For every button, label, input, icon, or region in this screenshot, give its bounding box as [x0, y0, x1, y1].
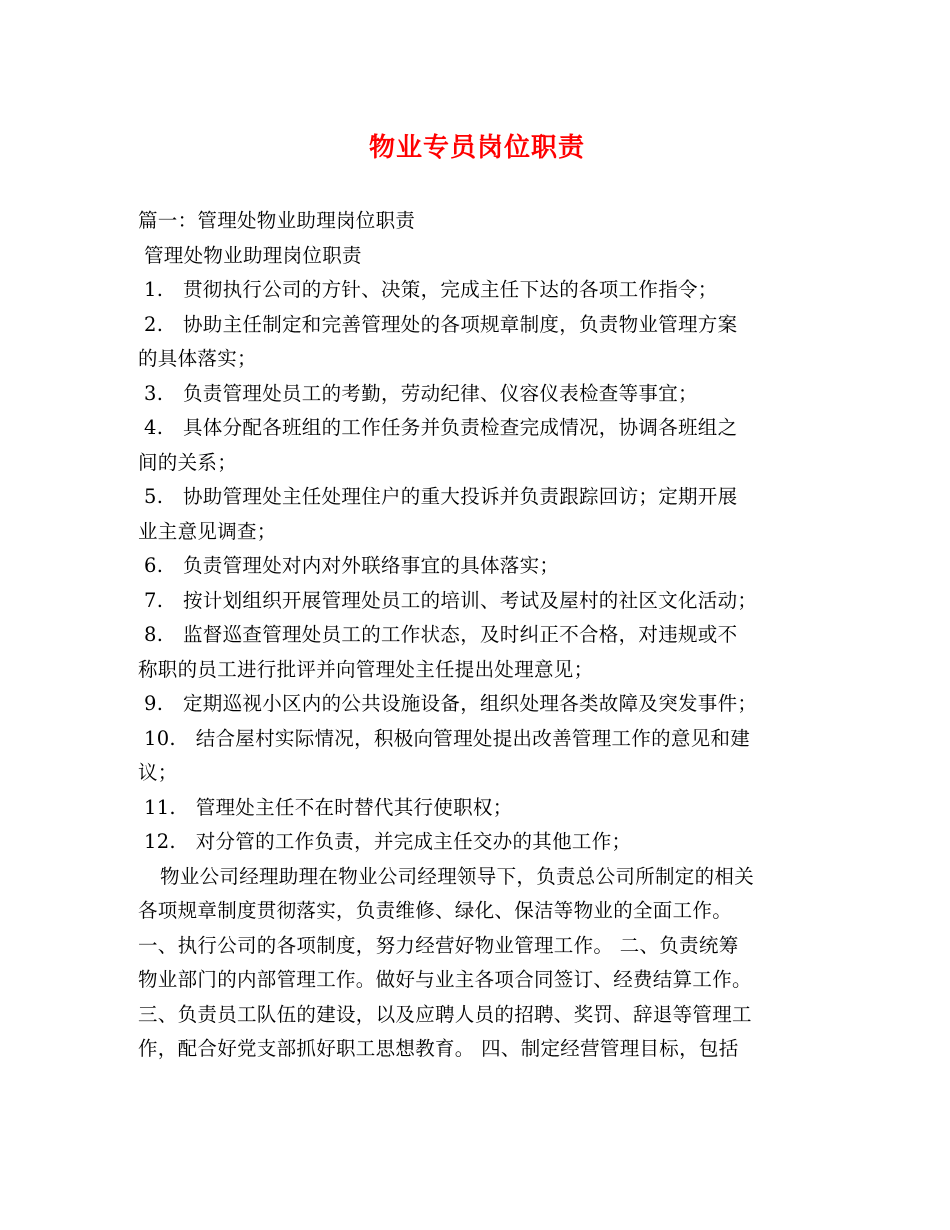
body-line: 12. 对分管的工作负责，并完成主任交办的其他工作； [144, 830, 632, 853]
body-line: 三、负责员工队伍的建设，以及应聘人员的招聘、奖罚、辞退等管理工 [138, 1002, 752, 1026]
body-line: 8. 监督巡查管理处员工的工作状态，及时纠正不合格，对违规或不 [144, 623, 738, 646]
body-line: 9. 定期巡视小区内的公共设施设备，组织处理各类故障及突发事件； [144, 692, 758, 715]
body-line: 2. 协助主任制定和完善管理处的各项规章制度，负责物业管理方案 [144, 312, 738, 336]
body-line: 4. 具体分配各班组的工作任务并负责检查完成情况，协调各班组之 [144, 416, 738, 439]
body-line: 10. 结合屋村实际情况，积极向管理处提出改善管理工作的意见和建 [144, 726, 751, 750]
body-line: 篇一：管理处物业助理岗位职责 [138, 209, 416, 232]
body-line: 作，配合好党支部抓好职工思想教育。 四、制定经营管理目标，包括 [138, 1037, 739, 1060]
body-line: 11. 管理处主任不在时替代其行使职权； [144, 795, 513, 819]
body-line: 称职的员工进行批评并向管理处主任提出处理意见； [138, 657, 594, 681]
body-line: 一、执行公司的各项制度，努力经营好物业管理工作。 二、负责统筹 [138, 933, 739, 957]
body-line: 管理处物业助理岗位职责 [144, 243, 362, 267]
body-line: 7. 按计划组织开展管理处员工的培训、考试及屋村的社区文化活动； [144, 588, 758, 612]
body-line: 6. 负责管理处对内对外联络事宜的具体落实； [144, 554, 560, 577]
body-line: 间的关系； [138, 450, 238, 474]
body-line: 议； [138, 761, 178, 784]
document-page [138, 128, 816, 1067]
body-line: 1. 贯彻执行公司的方针、决策，完成主任下达的各项工作指令； [144, 278, 718, 301]
body-line: 各项规章制度贯彻落实，负责维修、绿化、保洁等物业的全面工作。 [138, 899, 733, 922]
body-line: 业主意见调查； [138, 519, 277, 543]
body-line: 3. 负责管理处员工的考勤，劳动纪律、仪容仪表检查等事宜； [144, 381, 698, 405]
body-line: 物业部门的内部管理工作。做好与业主各项合同签订、经费结算工作。 [138, 968, 752, 991]
body-line: 的具体落实； [138, 347, 257, 370]
document-title: 物业专员岗位职责 [368, 133, 585, 163]
body-line: 物业公司经理助理在物业公司经理领导下，负责总公司所制定的相关 [160, 864, 755, 888]
document-body [138, 204, 816, 1067]
body-line: 5. 协助管理处主任处理住户的重大投诉并负责跟踪回访；定期开展 [144, 485, 738, 508]
